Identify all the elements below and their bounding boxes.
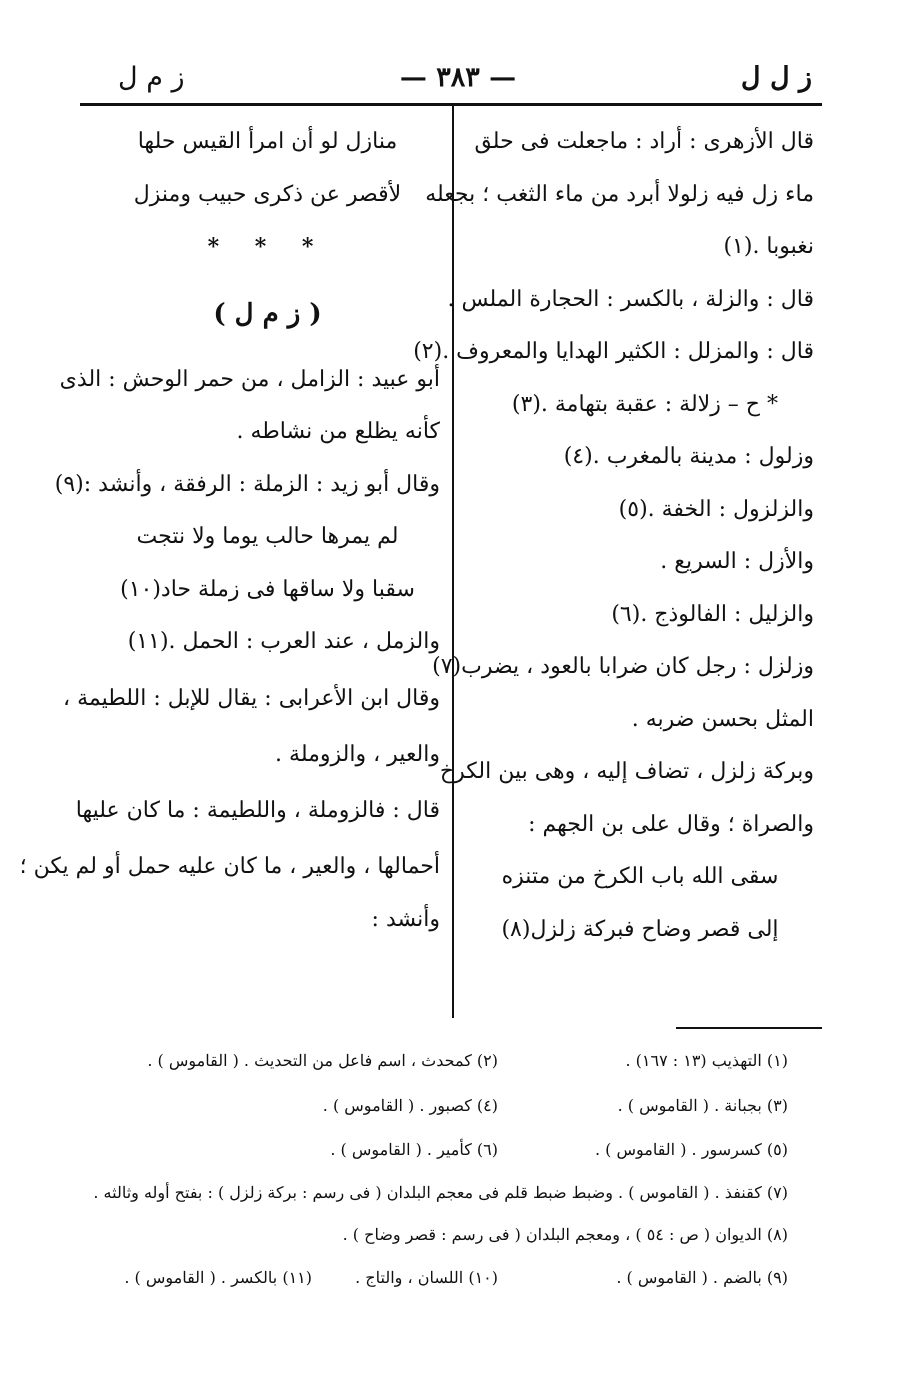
text-line: قال : والزلة ، بالكسر : الحجارة الملس . (447, 286, 814, 312)
footnote: (٢) كمحدث ، اسم فاعل من التحديث . ( القاموس ) . (147, 1051, 498, 1070)
footnote: (٨) الديوان ( ص : ٥٤ ) ، ومعجم البلدان ( فى رسم : قصر وضاح ) . (342, 1225, 788, 1244)
footnote: (٧) كقنفذ . ( القاموس ) . وضبط ضبط قلم فى معجم البلدان ( فى رسم : بركة زلزل ) : بفتح أوله وثالثه . (93, 1183, 788, 1202)
text-line: قال : والمزلل : الكثير الهدايا والمعروف .(٢) (413, 339, 814, 364)
footnote: (١١) بالكسر . ( القاموس ) . (124, 1268, 312, 1287)
root-heading-left: ز م ل (118, 62, 185, 93)
column-divider (452, 106, 454, 1018)
text-line: وأنشد : (371, 906, 440, 932)
text-line: والصراة ؛ وقال على بن الجهم : (528, 811, 814, 837)
footnote: (٩) بالضم . ( القاموس ) . (616, 1268, 788, 1287)
footnote: (٤) كصبور . ( القاموس ) . (322, 1096, 498, 1115)
text-line: وقال ابن الأعرابى : يقال للإبل : اللطيمة ، (62, 685, 440, 711)
text-line: أبو عبيد : الزامل ، من حمر الوحش : الذى (59, 366, 440, 392)
text-line: كأنه يظلع من نشاطه . (236, 419, 440, 444)
page-number: — ٣٨٣ — (399, 62, 517, 93)
text-line: والزليل : الفالوذج .(٦) (611, 601, 814, 627)
text-line: وقال أبو زيد : الزملة : الرفقة ، وأنشد :(٩) (54, 471, 440, 497)
section-heading: ( ز م ل ) (213, 298, 322, 329)
text-line: قال الأزهرى : أراد : ماجعلت فى حلق (474, 129, 814, 154)
verse-line: سقبا ولا ساقها فى زملة حاد(١٠) (120, 576, 415, 602)
text-line: نغبوبا .(١) (723, 234, 814, 259)
text-line: المثل بحسن ضربه . (631, 706, 814, 732)
footnote: (١) التهذيب (١٣ : ١٦٧) . (625, 1051, 788, 1070)
text-line: والزمل ، عند العرب : الحمل .(١١) (127, 629, 440, 654)
text-line: أحمالها ، والعير ، ما كان عليه حمل أو لم يكن ؛ (19, 854, 440, 879)
text-line: والعير ، والزوملة . (275, 741, 440, 767)
footnote: (١٠) اللسان ، والتاج . (355, 1268, 498, 1287)
verse-line: منازل لو أن امرأ القيس حلها (137, 129, 398, 154)
root-heading-right: ز ل ل (740, 62, 812, 93)
text-line: والأزل : السريع . (660, 549, 814, 574)
verse-line: سقى الله باب الكرخ من متنزه (501, 864, 779, 889)
footnote: (٥) كسرسور . ( القاموس ) . (594, 1140, 788, 1159)
text-line: ماء زل فيه زلولا أبرد من ماء الثغب ؛ بجعله (425, 181, 814, 207)
text-line: والزلزول : الخفة .(٥) (618, 496, 814, 522)
footnote: (٦) كأمير . ( القاموس ) . (330, 1140, 498, 1159)
verse-line: إلى قصر وضاح فبركة زلزل(٨) (501, 916, 779, 942)
footnote: (٣) بجبانة . ( القاموس ) . (617, 1096, 788, 1115)
verse-line: لأقصر عن ذكرى حبيب ومنزل (133, 181, 402, 207)
text-line: وزلول : مدينة بالمغرب .(٤) (563, 444, 814, 469)
verse-line: لم يمرها حالب يوما ولا نتجت (136, 524, 399, 549)
section-separator: * * * (207, 234, 328, 260)
right-column (413, 116, 814, 956)
text-line: قال : فالزوملة ، واللطيمة : ما كان عليها (75, 798, 440, 823)
text-line: وبركة زلزل ، تضاف إليه ، وهى بين الكرخ (439, 759, 814, 784)
text-line: * ح – زلالة : عقبة بتهامة .(٣) (511, 391, 778, 417)
header-rule (80, 103, 822, 106)
left-column (19, 116, 440, 946)
text-line: وزلزل : رجل كان ضرابا بالعود ، يضرب(٧) (432, 654, 814, 679)
footnote-rule (676, 1027, 822, 1029)
